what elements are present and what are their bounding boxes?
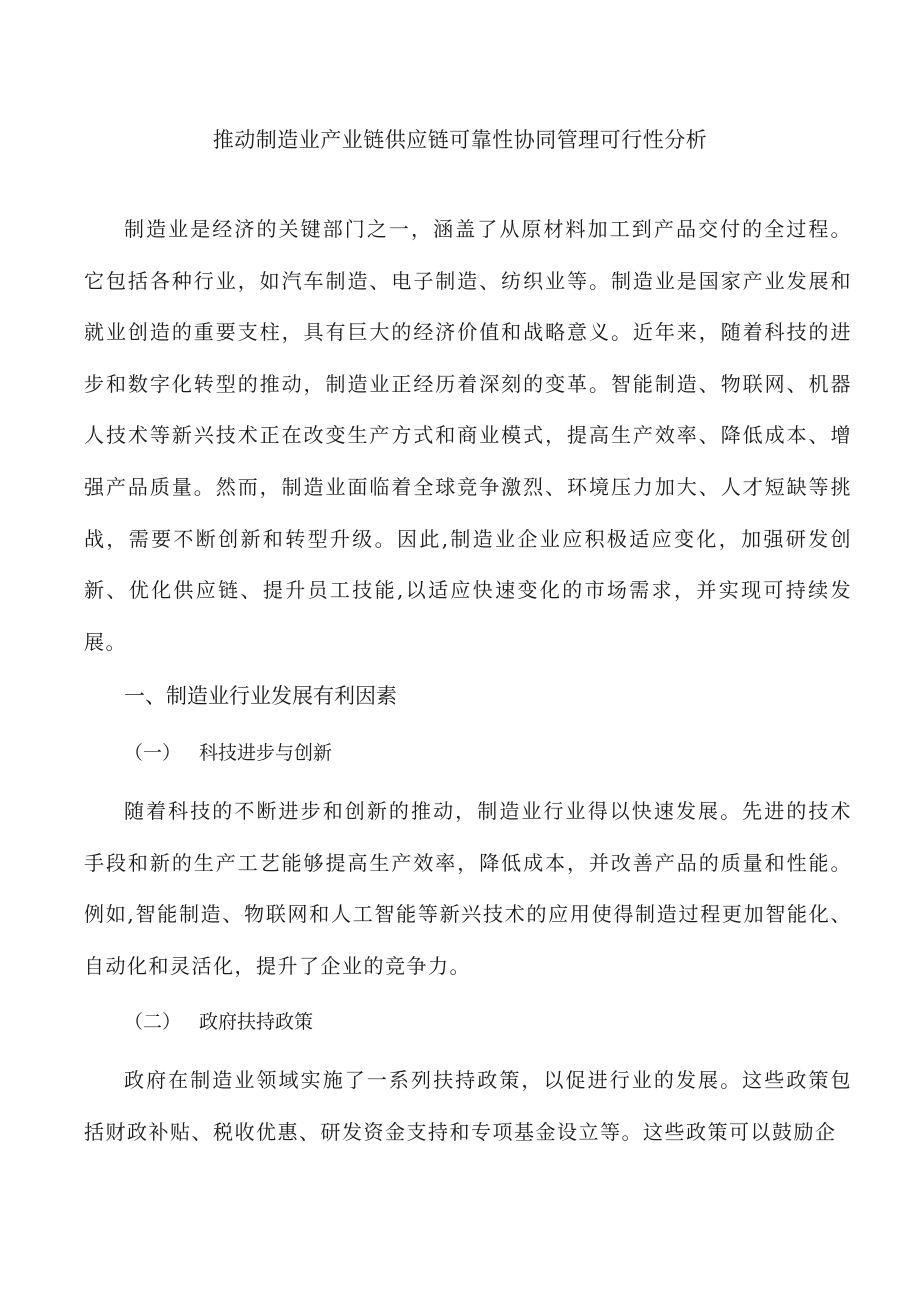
document-title: 推动制造业产业链供应链可靠性协同管理可行性分析 bbox=[212, 128, 708, 152]
subsection-number-2: （二） bbox=[124, 1011, 182, 1033]
subsection-heading-2 bbox=[124, 1005, 313, 1039]
paragraph-tech-progress: 随着科技的不断进步和创新的推动，制造业行业得以快速发展。先进的技术手段和新的生产工艺能够提高生产效率，降低成本，并改善产品的质量和性能。例如,智能制造、物联网和人工智能等新兴技术的应用使得制造过程更加智能化、自动化和灵活化，提升了企业的竞争力。 bbox=[84, 799, 852, 978]
section-heading-1: 一、制造业行业发展有利因素 bbox=[124, 684, 397, 708]
subsection-heading-1 bbox=[124, 736, 332, 770]
intro-paragraph: 制造业是经济的关键部门之一，涵盖了从原材料加工到产品交付的全过程。它包括各种行业，如汽车制造、电子制造、纺织业等。制造业是国家产业发展和就业创造的重要支柱，具有巨大的经济价值和战略意义。近年来，随着科技的进步和数字化转型的推动，制造业正经历着深刻的变革。智能制造、物联网、机器人技术等新兴技术正在改变生产方式和商业模式，提高生产效率、降低成本、增强产品质量。然而，制造业面临着全球竞争激烈、环境压力加大、人才短缺等挑战，需要不断创新和转型升级。因此,制造业企业应积极适应变化，加强研发创新、优化供应链、提升员工技能,以适应快速变化的市场需求，并实现可持续发展。 bbox=[84, 217, 852, 654]
subsection-number-1: （一） bbox=[124, 742, 182, 764]
subsection-title-1: 科技进步与创新 bbox=[199, 742, 333, 764]
paragraph-government-policy: 政府在制造业领域实施了一系列扶持政策，以促进行业的发展。这些政策包括财政补贴、税收优惠、研发资金支持和专项基金设立等。这些政策可以鼓励企 bbox=[84, 1068, 852, 1144]
subsection-title-2: 政府扶持政策 bbox=[199, 1011, 314, 1033]
